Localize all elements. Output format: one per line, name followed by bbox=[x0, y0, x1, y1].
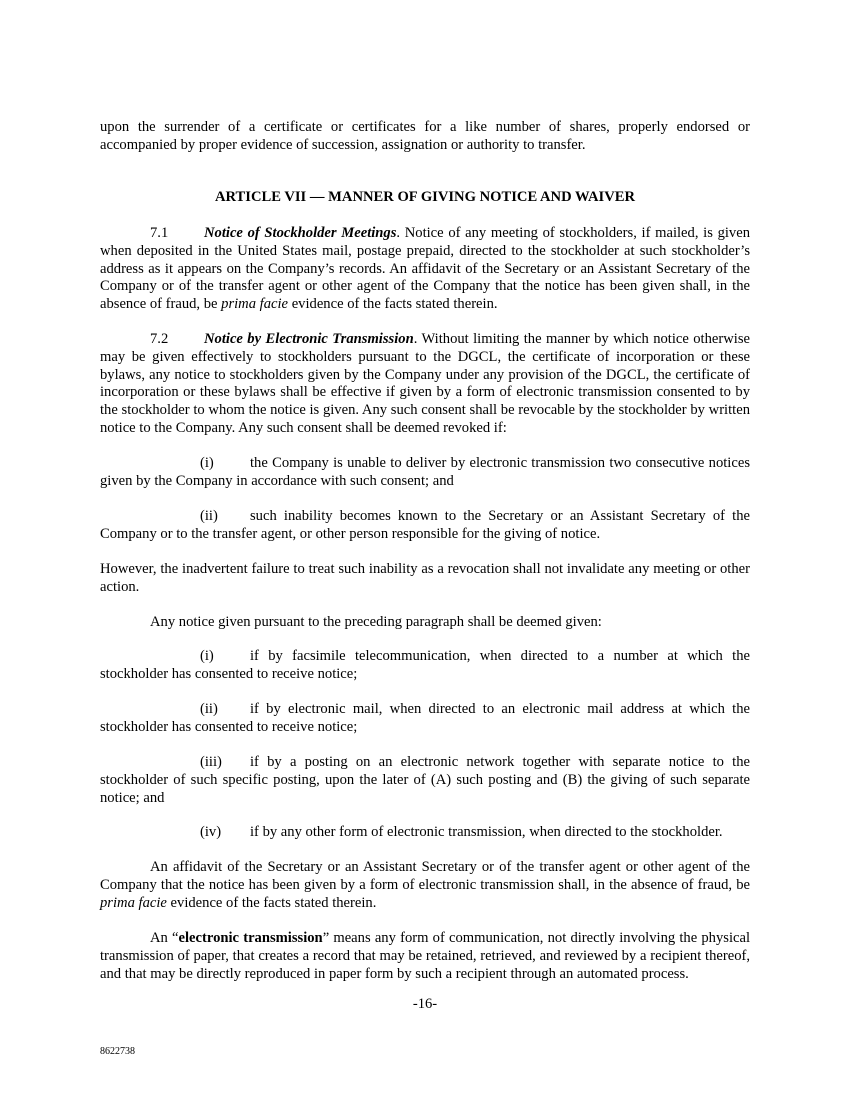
section-text: . Notice of any meeting of stockholders, if mailed, is given when deposited in the United States mail, postage prepaid, directed to the stockholder at such stockholder’s address as it appears on the Company’s records. An affidavit of the Secretary or an Assistant Secretary of the Company or of the transfer agent or other agent of the Company that the notice has been given shall, in the absence of fraud, be bbox=[100, 225, 750, 313]
paragraph-however: However, the inadvertent failure to treat such inability as a revocation shall not invalidate any meeting or other action. bbox=[100, 561, 750, 595]
item-number: (ii) bbox=[200, 701, 218, 717]
given-item-ii bbox=[100, 701, 750, 737]
definition-text: ” means any form of communication, not directly involving the physical transmission of paper, that creates a record that may be retained, retrieved, and reviewed by a recipient thereof, and that may be directly reproduced in paper form by such a recipient through an automated process. bbox=[100, 930, 751, 982]
article-title: ARTICLE VII — MANNER OF GIVING NOTICE AND WAIVER bbox=[214, 189, 636, 205]
item-text: if by facsimile telecommunication, when directed to a number at which the stockholder has consented to receive notice; bbox=[100, 648, 750, 682]
section-number: 7.1 bbox=[150, 225, 169, 241]
item-text: if by electronic mail, when directed to an electronic mail address at which the stockholder has consented to receive notice; bbox=[100, 701, 750, 735]
section-heading: Notice by Electronic Transmission bbox=[204, 331, 414, 347]
section-text: . Without limiting the manner by which notice otherwise may be given effectively to stockholders pursuant to the DGCL, the certificate of incorporation or these bylaws, any notice to stockholders given by the Company under any provision of the DGCL, the certificate of incorporation or these bylaws shall be effective if given by a form of electronic transmission consented to by the stockholder to whom the notice is given. Any such consent shall be revocable by the stockholder by written notice to the Company. Any such consent shall be deemed revoked if: bbox=[100, 331, 750, 436]
document-id: 8622738 bbox=[100, 1046, 135, 1057]
revocation-item-i bbox=[100, 455, 750, 491]
item-text: the Company is unable to deliver by electronic transmission two consecutive notices given by the Company in accordance with such consent; and bbox=[100, 455, 750, 489]
item-number: (iii) bbox=[200, 754, 222, 770]
page-number: -16- bbox=[412, 996, 438, 1012]
section-7-1 bbox=[100, 225, 750, 314]
definition-open: An “ bbox=[150, 930, 179, 946]
item-number: (iv) bbox=[200, 824, 222, 840]
paragraph-definition bbox=[100, 930, 750, 983]
paragraph-affidavit bbox=[100, 859, 750, 912]
given-item-i bbox=[100, 648, 750, 684]
item-number: (i) bbox=[200, 455, 214, 471]
item-number: (i) bbox=[200, 648, 214, 664]
section-text-end: evidence of the facts stated therein. bbox=[288, 296, 498, 313]
section-number: 7.2 bbox=[150, 331, 169, 347]
revocation-item-ii bbox=[100, 508, 750, 544]
item-number: (ii) bbox=[200, 508, 218, 524]
affidavit-text: An affidavit of the Secretary or an Assistant Secretary or of the transfer agent or other agent of the Company that the notice has been given by a form of electronic transmission shall, in the absence of fraud, be bbox=[100, 859, 750, 893]
section-heading: Notice of Stockholder Meetings bbox=[204, 225, 397, 241]
defined-term: electronic transmission bbox=[178, 930, 323, 946]
item-text: such inability becomes known to the Secretary or an Assistant Secretary of the Company or to the transfer agent, or other person responsible for the giving of notice. bbox=[100, 508, 750, 542]
section-7-2 bbox=[100, 331, 750, 438]
paragraph-transfer-continuation: upon the surrender of a certificate or certificates for a like number of shares, properly endorsed or accompanied by proper evidence of succession, assignation or authority to transfer. bbox=[100, 119, 750, 153]
item-text: if by a posting on an electronic network together with separate notice to the stockholder of such specific posting, upon the later of (A) such posting and (B) the giving of such separate notice; and bbox=[100, 754, 750, 806]
given-item-iii bbox=[100, 754, 750, 807]
item-text: if by any other form of electronic transmission, when directed to the stockholder. bbox=[250, 824, 723, 840]
affidavit-text-end: evidence of the facts stated therein. bbox=[166, 894, 377, 911]
italic-term: prima facie bbox=[221, 296, 289, 313]
italic-term: prima facie bbox=[100, 894, 167, 911]
paragraph-any-notice: Any notice given pursuant to the preceding paragraph shall be deemed given: bbox=[150, 614, 602, 630]
given-item-iv bbox=[100, 824, 750, 842]
